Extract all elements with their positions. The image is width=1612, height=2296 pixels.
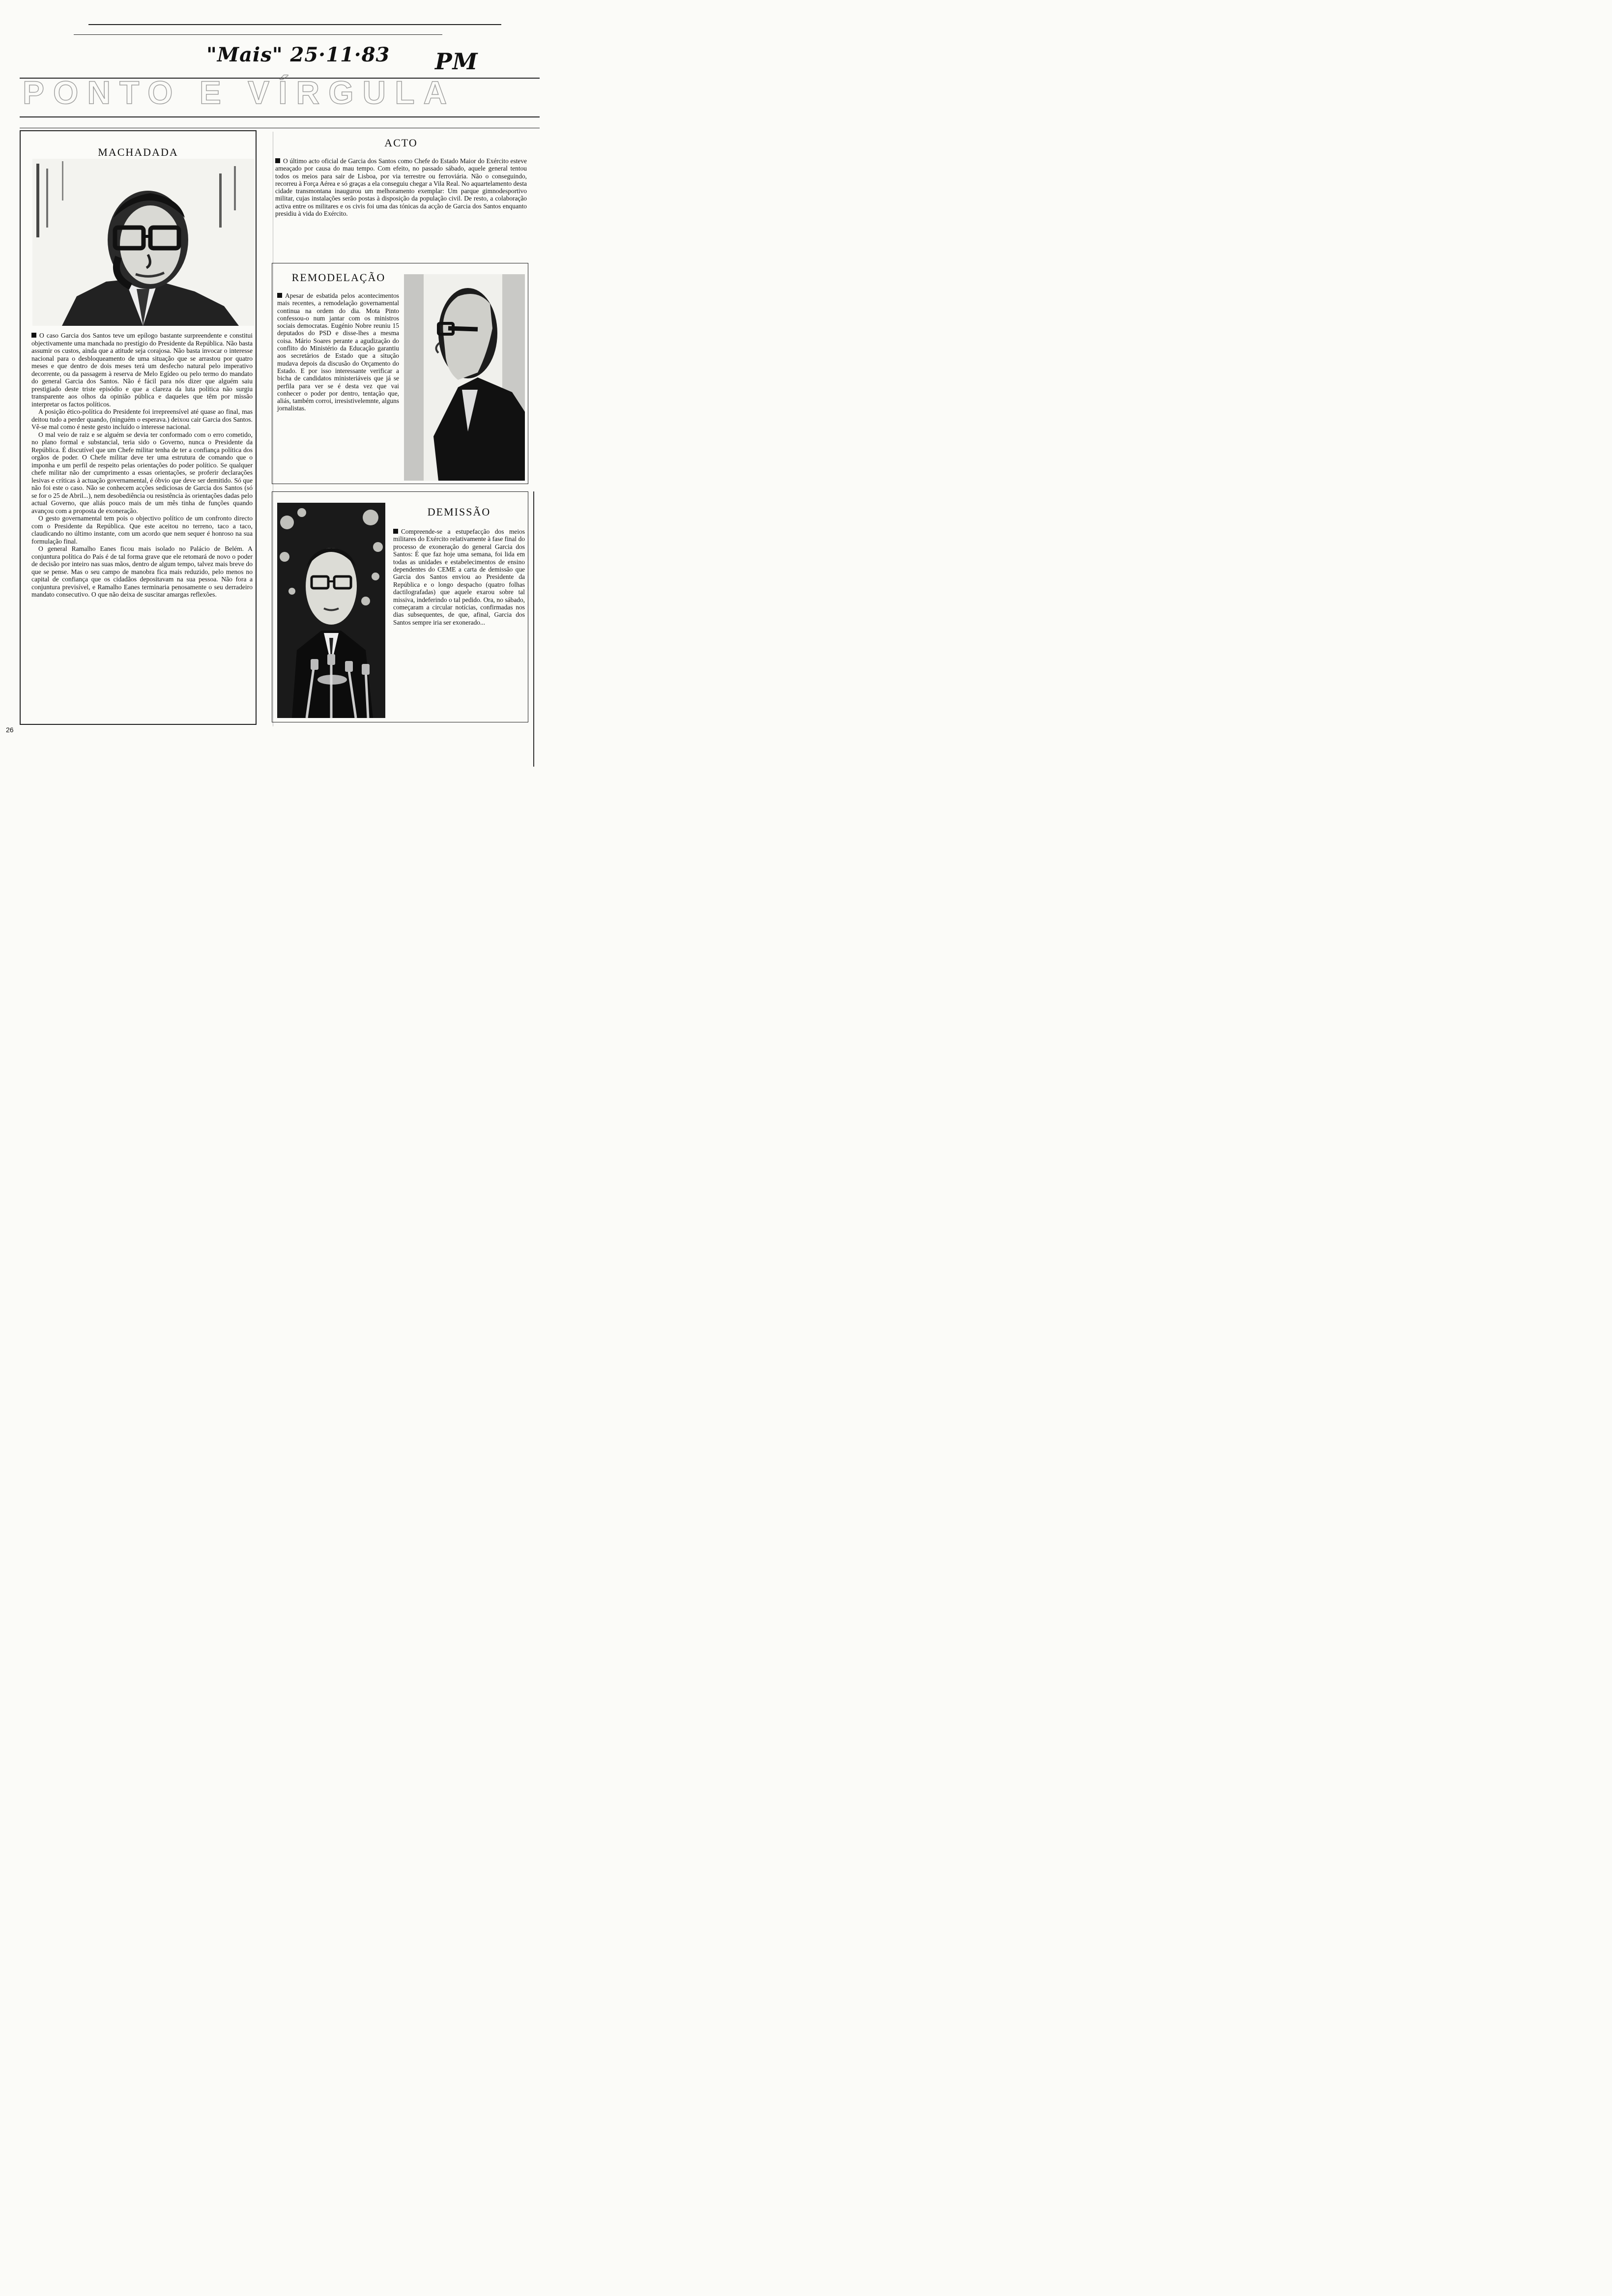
- machadada-paragraph: O gesto governamental tem pois o objectivo político de um confronto directo com o Presidente da República. Que este aceitou no terreno, taco a taco, claudicando no último instante, com um acordo que nem sequer é honroso na sua formulação final.: [31, 515, 253, 545]
- acto-text: [275, 157, 527, 217]
- remodelacao-paragraph: Apesar de esbatida pelos acontecimentos mais recentes, a remodelação governamental continua na ordem do dia. Mota Pinto confessou-o num jantar com os ministros sociais democratas. Eugénio Nobre reuniu 15 deputados do PSD e disse-lhes a mesma coisa. Mário Soares perante a agudização do conflito do Ministério da Educação garantiu aos secretários de Estado que a situção mudava depois da discusão do Orçamento do Estado. E por isso interessante verificar a bicha de candidatos ministeriáveis que já se perfila para ver se é desta vez que vai conhecer o poder por dentro, tentação que, aliás, também corroi, irresistivelemnte, alguns jornalistas.: [277, 292, 399, 412]
- handwritten-code-note: PM: [435, 48, 478, 75]
- remodelacao-text: [277, 292, 399, 412]
- article-acto: [275, 137, 527, 259]
- right-margin-line: [533, 491, 534, 767]
- machadada-paragraph: O caso Garcia dos Santos teve um epílogo bastante surpreendente e constitui objectivamente uma manchada no prestígio do Presidente da República. Não basta assumir os custos, ainda que a atitude seja corajosa. Não basta invocar o interesse nacional para o desbloqueamento de uma situação que se arrastou por quatro meses e que dentro de dois meses terá um desfecho natural pelo imperativo decorrente, ou da passagem à reserva de Melo Egídeo ou pelo termo do mandato do general Garcia dos Santos. Não é fácil para nós dizer que alguém saiu prestigiado deste triste episódio e que a clareza da luta política não surgiu transparente aos olhos da opinião pública e daqueles que têm por missão interpretar os factos políticos.: [31, 332, 253, 408]
- demissao-photo: [277, 503, 385, 718]
- top-rule: [88, 24, 501, 25]
- article-machadada: [20, 130, 257, 725]
- machadada-text: [31, 332, 253, 599]
- top-rule-2: [74, 34, 442, 35]
- bullet-marker: [275, 158, 280, 163]
- article-demissao: [272, 491, 528, 722]
- remodelacao-photo: [404, 274, 525, 481]
- acto-paragraph: O último acto oficial de Garcia dos Santos como Chefe do Estado Maior do Exército esteve ameaçado por causa do mau tempo. Com efeito, no passado sábado, aquele general tentou todos os meios para sair de Lisboa, por via terrestre ou ferroviária. Não o conseguindo, recorreu à Força Aérea e só graças a ela conseguiu chegar a Vila Real. No aquartelamento desta cidade transmontana inaugurou um melhoramento exemplar: Um parque gimnodesportivo militar, cujas instalações serão postas à disposição da população civil. De resto, a colaboração activa entre os militares e os civis foi uma das tónicas da acção de Garcia dos Santos enquanto presidiu à vida do Exército.: [275, 157, 527, 218]
- bullet-marker: [277, 293, 282, 298]
- masthead-rule-bottom: [20, 116, 540, 117]
- article-title-remodelacao: REMODELAÇÃO: [291, 271, 386, 284]
- machadada-paragraph: O mal veio de raiz e se alguém se devia ter conformado com o erro cometido, no plano formal e substancial, teria sido o Governo, nunca o Presidente da República. É discutível que um Chefe militar tenha de ter a confiança política dos orgãos de poder. O Chefe militar deve ter uma estrutura de comando que o imponha e um perfil de respeito pelas orientações do poder político. Se qualquer chefe militar não der cumprimento a essas orientações, se proferir declarações lesivas e críticas à actuação governamental, é óbvio que deve ser demitido. Só que não foi este o caso. Não se conhecem acções sediciosas de Garcia dos Santos (só se for o 25 de Abril...), nem desobediência ou resistência às orientações dadas pelo actual Governo, que aliás pouco mais de um mês tinha de funções quando avançou com a proposta de exoneração.: [31, 430, 253, 515]
- demissao-paragraph: Compreende-se a estupefacção dos meios militares do Exército relativamente à fase final do processo de exoneração do general Garcia dos Santos: É que faz hoje uma semana, foi lida em todas as unidades e estabelecimentos de ensino dependentes do CEME a carta de demissão que Garcia dos Santos enviou ao Presidente da República e o longo despacho (quatro folhas dactilografadas) que aquele exarou sobre tal missiva, indeferindo o tal pedido. Ora, no sábado, começaram a circular notícias, confirmadas nos dias subsequentes, de que, afinal, Garcia dos Santos sempre iria ser exonerado...: [393, 528, 525, 626]
- article-remodelacao: [272, 263, 528, 484]
- machadada-paragraph: A posição ético-política do Presidente foi irrepreensível até quase ao final, mas deitou tudo a perder quando, (ninguém o esperava.) deixou cair Garcia dos Santos. Vê-se mal como é neste gesto incluído o interesse nacional.: [31, 408, 253, 430]
- bullet-marker: [31, 333, 36, 338]
- handwritten-source-note: "Mais" 25·11·83: [206, 43, 390, 66]
- page-number: 26: [6, 726, 14, 734]
- article-title-demissao: DEMISSÃO: [427, 506, 491, 518]
- masthead-title: PONTO E VÍRGULA: [23, 74, 456, 111]
- portrait-photo: [32, 159, 255, 326]
- machadada-paragraph: O general Ramalho Eanes ficou mais isolado no Palácio de Belém. A conjuntura política do País é de tal forma grave que ele retomará de novo o poder de decisão por inteiro nas suas mãos, dentro de algum tempo, talvez mais breve do que se pense. Mas o seu campo de manobra fica mais reduzido, pelo menos no capital de confiança que os cidadãos depositavam na sua pessoa. Não fora a conjuntura previsível, e Ramalho Eanes terminaria penosamente o seu derradeiro mandato consecutivo. O que não deixa de suscitar amargas reflexões.: [31, 545, 253, 598]
- machadada-photo: [32, 159, 255, 326]
- article-title-acto: ACTO: [384, 137, 418, 149]
- speaker-photo: [277, 503, 385, 718]
- demissao-text: [393, 528, 525, 626]
- profile-photo: [404, 274, 525, 481]
- bullet-marker: [393, 529, 398, 534]
- article-title-machadada: MACHADADA: [98, 146, 178, 158]
